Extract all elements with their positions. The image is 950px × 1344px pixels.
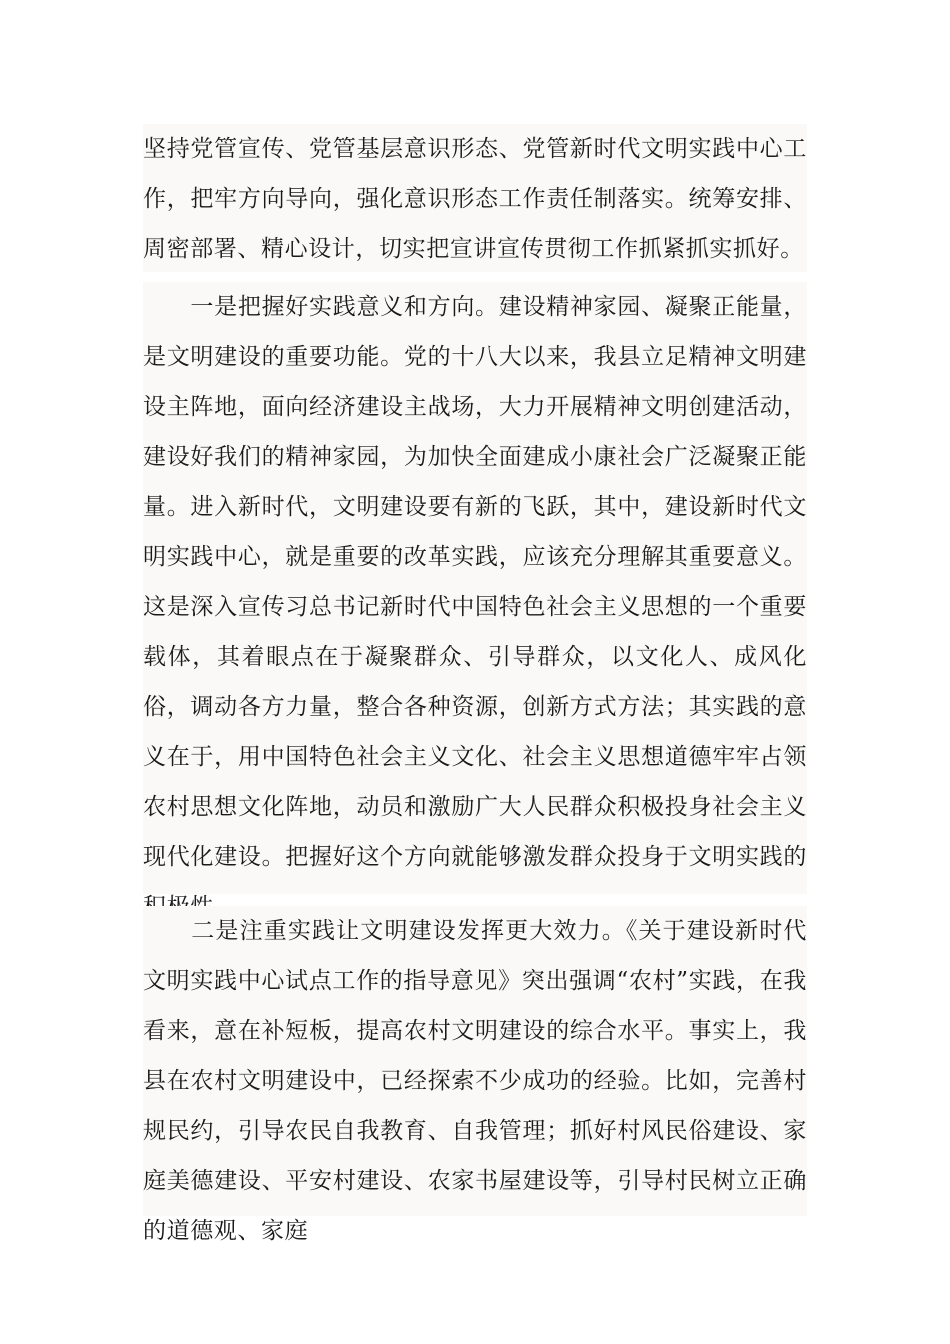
paragraph-1: 坚持党管宣传、党管基层意识形态、党管新时代文明实践中心工作，把牢方向导向，强化意识形态工作责任制落实。统筹安排、周密部署、精心设计，切实把宣讲宣传贯彻工作抓紧抓实抓好。 <box>143 136 807 262</box>
paragraph-block-1 <box>143 124 807 272</box>
paragraph-3: 二是注重实践让文明建设发挥更大效力。《关于建设新时代文明实践中心试点工作的指导意见》突出强调“农村”实践，在我看来，意在补短板，提高农村文明建设的综合水平。事实上，我县在农村文明建设中，已经探索不少成功的经验。比如，完善村规民约，引导农民自我教育、自我管理；抓好村风民俗建设、家庭美德建设、平安村建设、农家书屋建设等，引导村民树立正确的道德观、家庭 <box>143 918 807 1244</box>
paragraph-block-3 <box>143 906 807 1244</box>
paragraph-block-2 <box>143 282 807 894</box>
paragraph-2: 一是把握好实践意义和方向。建设精神家园、凝聚正能量，是文明建设的重要功能。党的十八大以来，我县立足精神文明建设主阵地，面向经济建设主战场，大力开展精神文明创建活动，建设好我们的精神家园，为加快全面建成小康社会广泛凝聚正能量。进入新时代，文明建设要有新的飞跃，其中，建设新时代文明实践中心，就是重要的改革实践，应该充分理解其重要意义。这是深入宣传习总书记新时代中国特色社会主义思想的一个重要载体，其着眼点在于凝聚群众、引导群众，以文化人、成风化俗，调动各方力量，整合各种资源，创新方式方法；其实践的意义在于，用中国特色社会主义文化、社会主义思想道德牢牢占领农村思想文化阵地，动员和激励广大人民群众积极投身社会主义现代化建设。把握好这个方向就能够激发群众投身于文明实践的 <box>143 294 807 870</box>
